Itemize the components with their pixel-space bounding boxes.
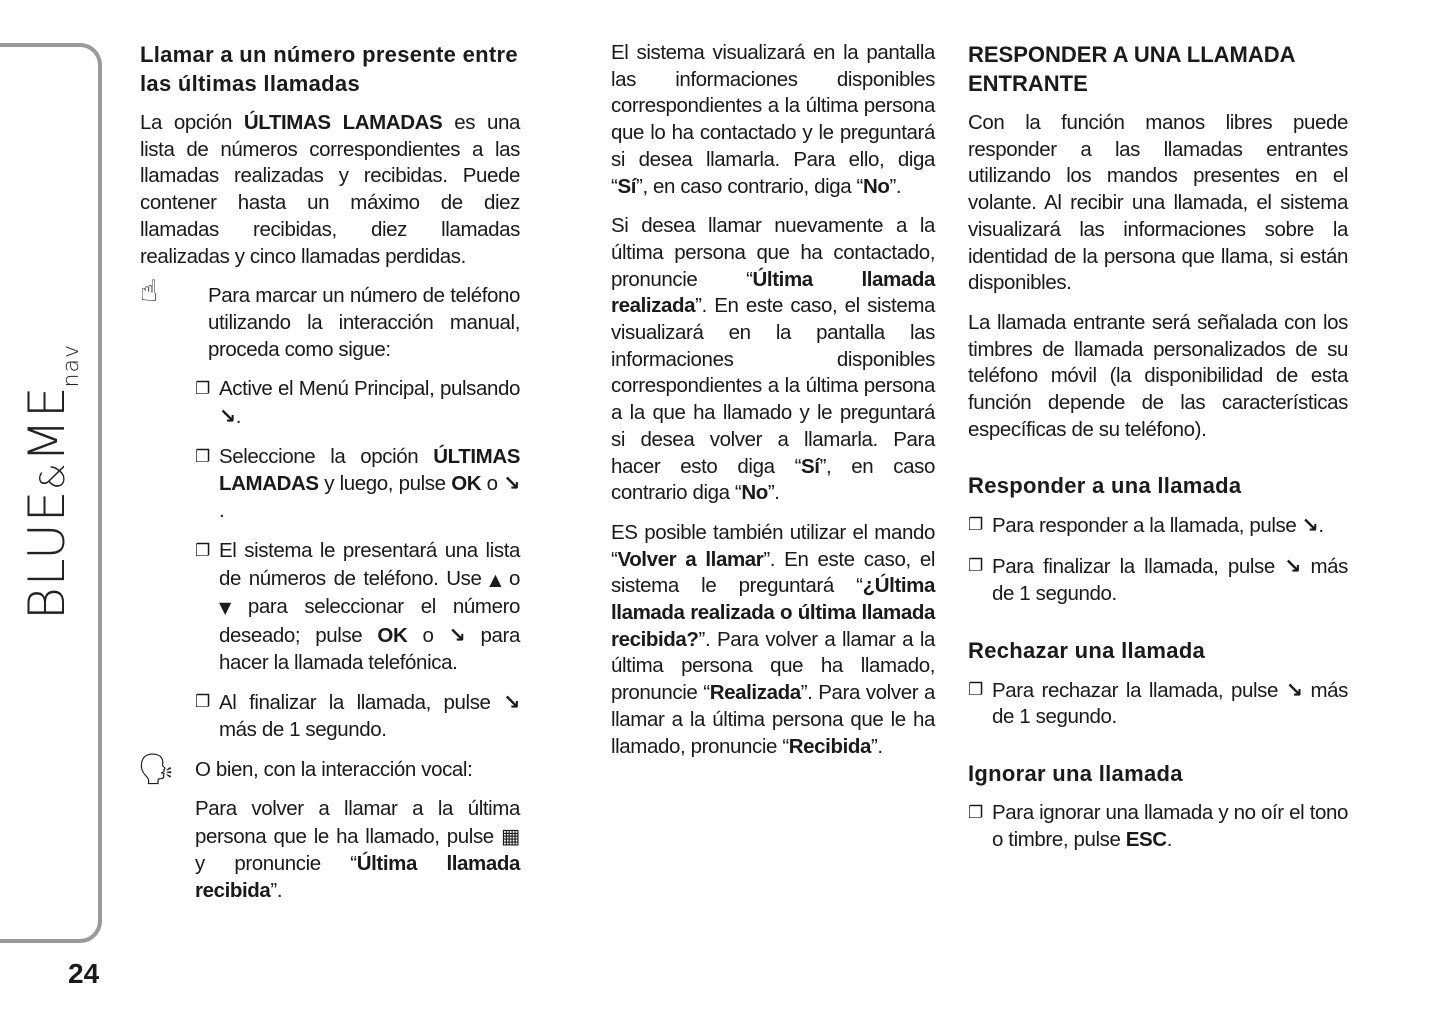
bold-text: Última llamada realizada xyxy=(611,267,935,318)
text: es una lista de números correspondientes a las llamadas realizadas y recibidas. Puede contener hasta un máximo de diez llamadas recibidas, diez llamadas realizadas y cinco llamadas perdidas. xyxy=(140,111,520,268)
text: o xyxy=(481,472,504,496)
phone-button-icon xyxy=(449,622,466,649)
text: y luego, pulse xyxy=(318,472,452,496)
bold-text: OK xyxy=(377,623,408,647)
step-item xyxy=(195,376,520,430)
text: o xyxy=(501,566,521,590)
paragraph xyxy=(611,213,935,507)
step-item xyxy=(968,553,1348,607)
text: ”. En este caso, el sistema le preguntará “ xyxy=(611,547,935,598)
text: ”, en caso contrario diga “ xyxy=(611,454,935,505)
text: Para responder a la llamada, pulse xyxy=(992,514,1302,538)
bold-text: No xyxy=(862,174,890,198)
phone-button-icon xyxy=(503,689,520,716)
text: El sistema le presentará una lista de números de teléfono. Use xyxy=(219,538,520,590)
paragraph xyxy=(611,40,935,200)
step-item xyxy=(968,677,1348,731)
intro-paragraph xyxy=(140,110,520,270)
text: y pronuncie “ xyxy=(195,851,357,875)
text: Para ignorar una llamada y no oír el tono o timbre, pulse xyxy=(992,800,1348,851)
logo-amp: & xyxy=(33,462,73,490)
section-heading: Llamar a un número presente entre las últimas llamadas xyxy=(140,42,518,96)
text: Para rechazar la llamada, pulse xyxy=(992,678,1286,702)
voice-paragraph xyxy=(195,796,520,904)
bold-text: ÚLTIMAS LAMADAS xyxy=(243,111,443,134)
bold-text: ¿Última llamada realizada o última llamada recibida? xyxy=(611,574,935,651)
text: Para volver a llamar a la última persona que le ha llamado, pulse xyxy=(195,797,520,849)
text: ”. xyxy=(767,481,780,505)
text: Seleccione la opción xyxy=(219,444,434,468)
column-1 xyxy=(137,40,521,917)
manual-note xyxy=(140,274,520,363)
bold-text: No xyxy=(741,481,768,505)
text: Active el Menú Principal, pulsando xyxy=(219,377,520,401)
step-item xyxy=(195,538,520,677)
voice-intro xyxy=(137,751,520,787)
text: ”, en caso contrario, diga “ xyxy=(636,174,863,198)
text: La opción xyxy=(140,111,244,134)
text: ”. Para volver a llamar a la última persona que le ha llamado, pronuncie “ xyxy=(611,681,935,758)
blue-and-me-nav-logo xyxy=(18,344,84,620)
text: ”. En este caso, el sistema visualizará en la pantalla las informaciones disponibles correspondientes a la última persona a la que ha llamado y le preguntará si desea volver a llamarla. Para hacer esto diga “ xyxy=(611,294,935,478)
logo-blue: BLUE xyxy=(18,489,76,620)
bold-text: ESC xyxy=(1125,827,1167,851)
text: ”. Para volver a llamar a la última persona que ha llamado, pronuncie “ xyxy=(611,627,935,705)
section-heading: RESPONDER A UNA LLAMADA ENTRANTE xyxy=(968,42,1295,96)
paragraph xyxy=(968,110,1348,297)
arrow-up-icon xyxy=(489,565,501,594)
phone-button-icon xyxy=(219,403,236,430)
page-number: 24 xyxy=(68,958,100,989)
phone-button-icon xyxy=(1284,553,1301,580)
text: ES posible también utilizar el mando “ xyxy=(611,520,935,571)
text: o xyxy=(407,623,449,647)
text: O bien, con la interacción vocal: xyxy=(195,757,473,781)
phone-button-icon xyxy=(1302,512,1319,539)
paragraph xyxy=(611,520,935,760)
voice-command-button-icon xyxy=(501,823,520,850)
step-item xyxy=(195,689,520,743)
phone-button-icon xyxy=(1286,677,1303,704)
text: El sistema visualizará en la pantalla las informaciones disponibles correspondientes a la última persona que lo ha contactado y le preguntará si desea llamarla. Para ello, diga “ xyxy=(611,41,935,198)
text: . xyxy=(1166,827,1172,851)
text: Al finalizar la llamada, pulse xyxy=(219,691,504,715)
text: para hacer la llamada telefónica. xyxy=(219,623,520,674)
text: ”. xyxy=(871,734,883,758)
bold-text: ÚLTIMAS LAMADAS xyxy=(219,444,520,496)
text: ”. xyxy=(889,174,902,198)
step-item xyxy=(195,444,520,525)
column-3 xyxy=(968,40,1348,866)
text: Con la función manos libres puede responder a las llamadas entrantes utilizando los mandos presentes en el volante. Al recibir una llamada, el sistema visualizará las informaciones sobre la identidad de la persona que llama, si están disponibles. xyxy=(968,111,1348,295)
hand-pointer-icon: ☝ xyxy=(140,274,158,310)
text: Para marcar un número de teléfono utilizando la interacción manual, proceda como sigue: xyxy=(208,284,520,361)
logo-me: ME xyxy=(18,385,76,463)
text: . xyxy=(235,405,242,429)
text: más de 1 segundo. xyxy=(992,555,1349,605)
bold-text: OK xyxy=(451,472,482,496)
phone-button-icon xyxy=(503,470,520,497)
text: Si desea llamar nuevamente a la última persona que ha contactado, pronuncie “ xyxy=(611,214,935,291)
arrow-down-icon xyxy=(219,593,231,622)
text: La llamada entrante será señalada con los timbres de llamada personalizados de su teléfono móvil (la disponibilidad de esta función depende de las características específicas de su teléfono). xyxy=(968,310,1348,441)
bold-text: Sí xyxy=(801,454,820,478)
bold-text: Recibida xyxy=(788,734,871,758)
subheading-rechazar: Rechazar una llamada xyxy=(968,637,1206,663)
bold-text: Sí xyxy=(617,174,637,198)
step-item xyxy=(968,800,1348,853)
bold-text: Última llamada recibida xyxy=(195,851,520,902)
text: Para finalizar la llamada, pulse xyxy=(992,555,1285,579)
paragraph xyxy=(968,310,1348,444)
text: para seleccionar el número deseado; pulse xyxy=(219,595,520,647)
bold-text: Realizada xyxy=(709,681,801,705)
bold-text: Volver a llamar xyxy=(617,547,764,571)
column-2 xyxy=(611,40,935,773)
text: más de 1 segundo. xyxy=(992,678,1348,729)
logo-nav: nav xyxy=(59,344,84,388)
subheading-responder: Responder a una llamada xyxy=(968,473,1242,499)
text: más de 1 segundo. xyxy=(219,718,387,742)
voice-speaking-icon: 🗣 xyxy=(137,751,175,787)
text: . xyxy=(1318,514,1324,538)
text: . xyxy=(219,499,225,523)
text: ”. xyxy=(270,878,283,902)
subheading-ignorar: Ignorar una llamada xyxy=(968,760,1183,786)
step-item xyxy=(968,512,1348,540)
